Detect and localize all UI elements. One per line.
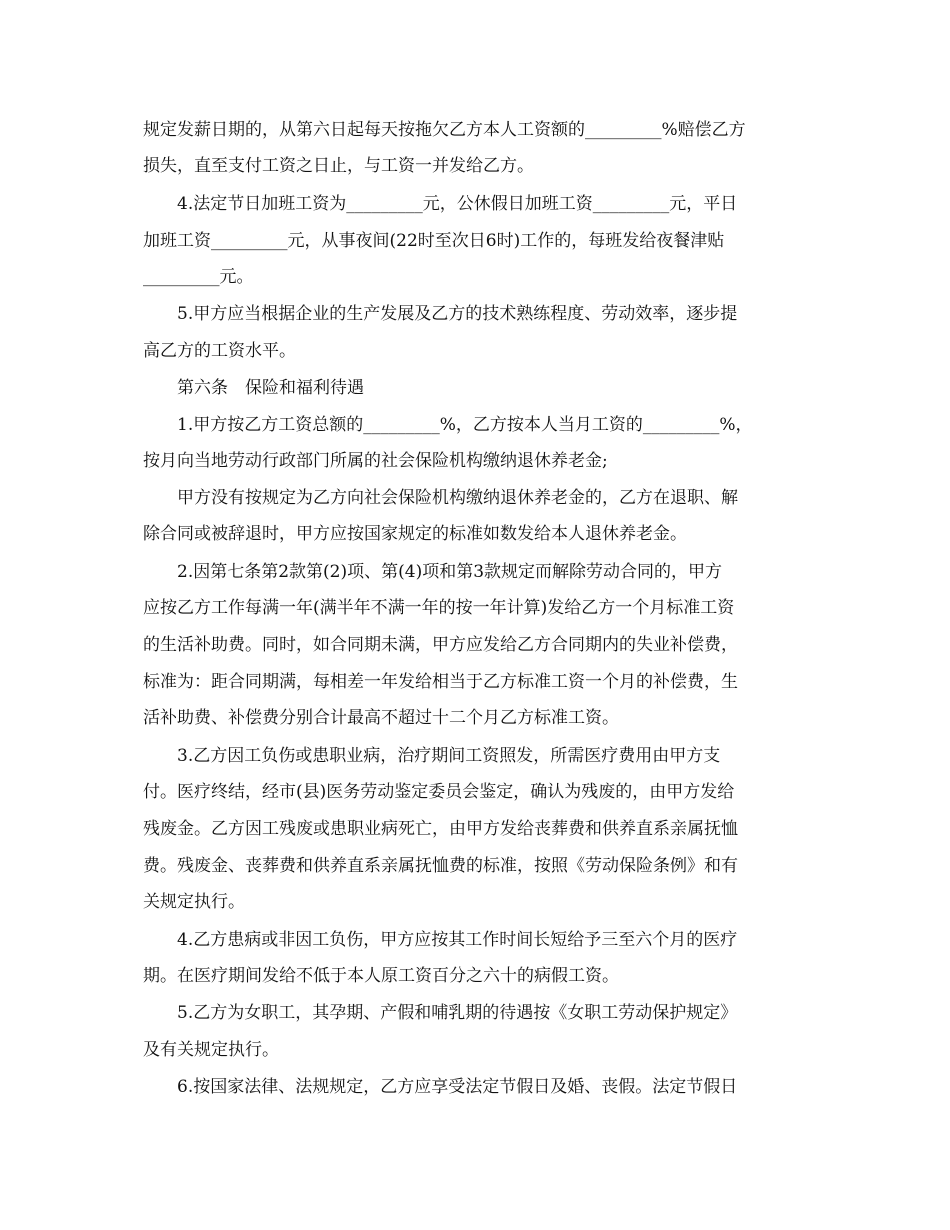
text-line: 及有关规定执行。 — [143, 1040, 279, 1060]
text-line: 关规定执行。 — [143, 892, 245, 912]
text-line: 4.乙方患病或非因工负伤，甲方应按其工作时间长短给予三至六个月的医疗 — [177, 930, 738, 950]
text-line: 损失，直至支付工资之日止，与工资一并发给乙方。 — [143, 156, 534, 176]
text-line: _________元。 — [143, 267, 254, 287]
text-line: 5.甲方应当根据企业的生产发展及乙方的技术熟练程度、劳动效率，逐步提 — [177, 304, 738, 324]
text-line: 的生活补助费。同时，如合同期未满，甲方应发给乙方合同期内的失业补偿费， — [143, 635, 738, 655]
text-line: 2.因第七条第2款第(2)项、第(4)项和第3款规定而解除劳动合同的，甲方 — [177, 562, 723, 582]
text-line: 5.乙方为女职工，其孕期、产假和哺乳期的待遇按《女职工劳动保护规定》 — [177, 1003, 738, 1023]
text-line: 付。医疗终结，经市(县)医务劳动鉴定委员会鉴定，确认为残废的，由甲方发给 — [143, 782, 735, 802]
text-line: 3.乙方因工负伤或患职业病，治疗期间工资照发，所需医疗费用由甲方支 — [177, 746, 721, 766]
text-line: 高乙方的工资水平。 — [143, 341, 296, 361]
text-line: 残废金。乙方因工残废或患职业病死亡，由甲方发给丧葬费和供养直系亲属抚恤 — [143, 819, 738, 839]
text-line: 甲方没有按规定为乙方向社会保险机构缴纳退休养老金的，乙方在退职、解 — [177, 488, 738, 508]
text-line: 费。残废金、丧葬费和供养直系亲属抚恤费的标准，按照《劳动保险条例》和有 — [143, 856, 738, 876]
text-line: 标准为：距合同期满，每相差一年发给相当于乙方标准工资一个月的补偿费，生 — [143, 672, 738, 692]
text-line: 活补助费、补偿费分别合计最高不超过十二个月乙方标准工资。 — [143, 708, 619, 728]
text-line: 规定发薪日期的，从第六日起每天按拖欠乙方本人工资额的_________%赔偿乙方 — [143, 120, 746, 140]
text-line: 应按乙方工作每满一年(满半年不满一年的按一年计算)发给乙方一个月标准工资 — [143, 598, 735, 618]
text-line: 期。在医疗期间发给不低于本人原工资百分之六十的病假工资。 — [143, 966, 619, 986]
text-line: 1.甲方按乙方工资总额的_________%，乙方按本人当月工资的_________%， — [177, 415, 753, 435]
section-heading: 第六条 保险和福利待遇 — [177, 378, 364, 398]
text-line: 除合同或被辞退时，甲方应按国家规定的标准如数发给本人退休养老金。 — [143, 524, 687, 544]
text-line: 4.法定节日加班工资为_________元，公休假日加班工资_________元，平日 — [177, 194, 738, 214]
text-line: 按月向当地劳动行政部门所属的社会保险机构缴纳退休养老金; — [143, 451, 608, 471]
text-line: 加班工资_________元，从事夜间(22时至次日6时)工作的，每班发给夜餐津贴 — [143, 231, 725, 251]
text-line: 6.按国家法律、法规规定，乙方应享受法定节假日及婚、丧假。法定节假日 — [177, 1077, 738, 1097]
